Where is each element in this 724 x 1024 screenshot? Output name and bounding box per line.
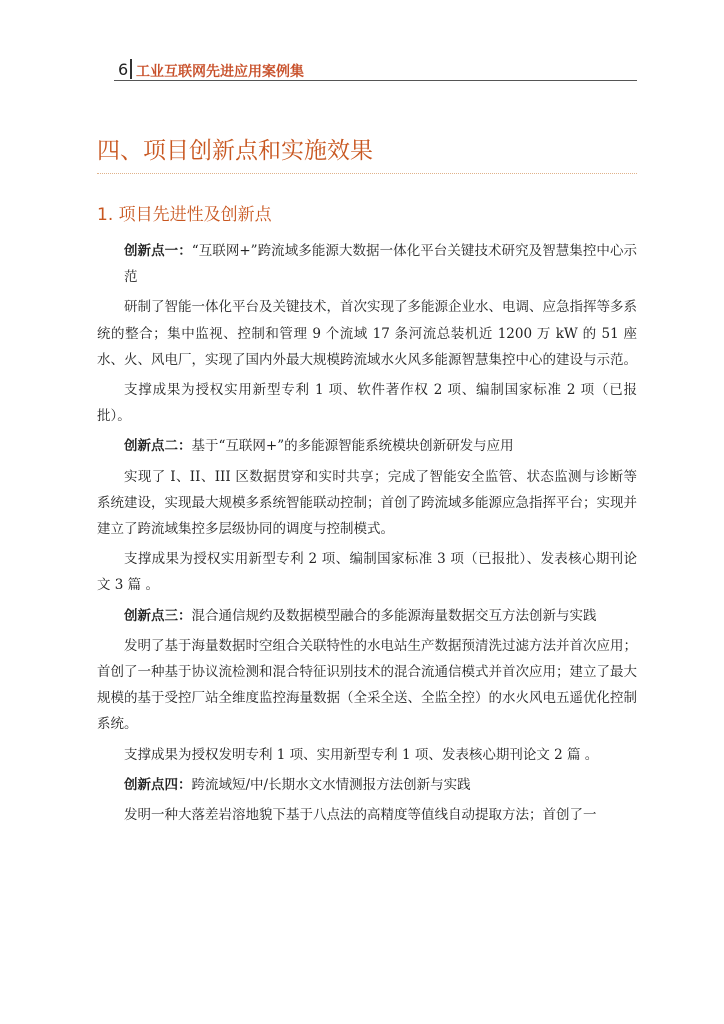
header-divider <box>130 59 132 79</box>
page-number: 6 <box>118 60 129 79</box>
innovation-2-paragraph-1: 实现了 I、II、III 区数据贯穿和实时共享；完成了智能安全监管、状态监测与诊断等系统建设，实现最大规模多系统智能联动控制；首创了跨流域多能源应急指挥平台；实现并建立了跨流域集控多层级协同的调度与控制模式。 <box>97 468 637 538</box>
innovation-2-paragraph-2: 支撑成果为授权实用新型专利 2 项、编制国家标准 3 项（已报批）、发表核心期刊论文 3 篇 。 <box>97 551 637 594</box>
innovation-3-label: 创新点三： <box>124 607 192 624</box>
innovation-4-title: 跨流域短/中/长期水文水情测报方法创新与实践 <box>191 776 471 793</box>
innovation-2-title: 基于“互联网+”的多能源智能系统模块创新研发与应用 <box>191 438 514 455</box>
section-title-rule <box>97 173 637 174</box>
section-subtitle: 1. 项目先进性及创新点 <box>97 205 272 225</box>
innovation-2-heading <box>97 433 637 459</box>
innovation-1-label: 创新点一： <box>124 243 192 259</box>
innovation-1-heading <box>97 238 637 290</box>
innovation-1-paragraph-1: 研制了智能一体化平台及关键技术，首次实现了多能源企业水、电调、应急指挥等多系统的整合；集中监视、控制和管理 9 个流域 17 条河流总装机近 1200 万 kW 的 51 座水、火、风电厂，实现了国内外最大规模跨流域水火风多能源智慧集控中心的建设与示范。 <box>97 299 637 368</box>
innovation-2-label: 创新点二： <box>124 438 192 455</box>
book-title: 工业互联网先进应用案例集 <box>136 64 304 80</box>
innovation-1-title: “互联网+”跨流域多能源大数据一体化平台关键技术研究及智慧集控中心示范 <box>124 243 638 286</box>
innovation-1-paragraph-2: 支撑成果为授权实用新型专利 1 项、软件著作权 2 项、编制国家标准 2 项（已报批）。 <box>97 382 637 425</box>
section-title: 四、项目创新点和实施效果 <box>97 138 373 164</box>
innovation-3-title: 混合通信规约及数据模型融合的多能源海量数据交互方法创新与实践 <box>191 607 597 624</box>
innovation-3-heading <box>97 603 637 629</box>
innovation-4-paragraph-1: 发明一种大落差岩溶地貌下基于八点法的高精度等值线自动提取方法；首创了一 <box>124 807 597 824</box>
page-header <box>114 58 637 81</box>
document-body <box>97 238 637 828</box>
innovation-4-heading <box>97 772 637 798</box>
innovation-3-paragraph-1: 发明了基于海量数据时空组合关联特性的水电站生产数据预清洗过滤方法并首次应用；首创了一种基于协议流检测和混合特征识别技术的混合流通信模式并首次应用；建立了最大规模的基于受控厂站全维度监控海量数据（全采全送、全监全控）的水火风电五遥优化控制系统。 <box>97 637 637 733</box>
innovation-3-paragraph-2: 支撑成果为授权发明专利 1 项、实用新型专利 1 项、发表核心期刊论文 2 篇 。 <box>124 746 599 763</box>
innovation-4-label: 创新点四： <box>124 776 192 793</box>
